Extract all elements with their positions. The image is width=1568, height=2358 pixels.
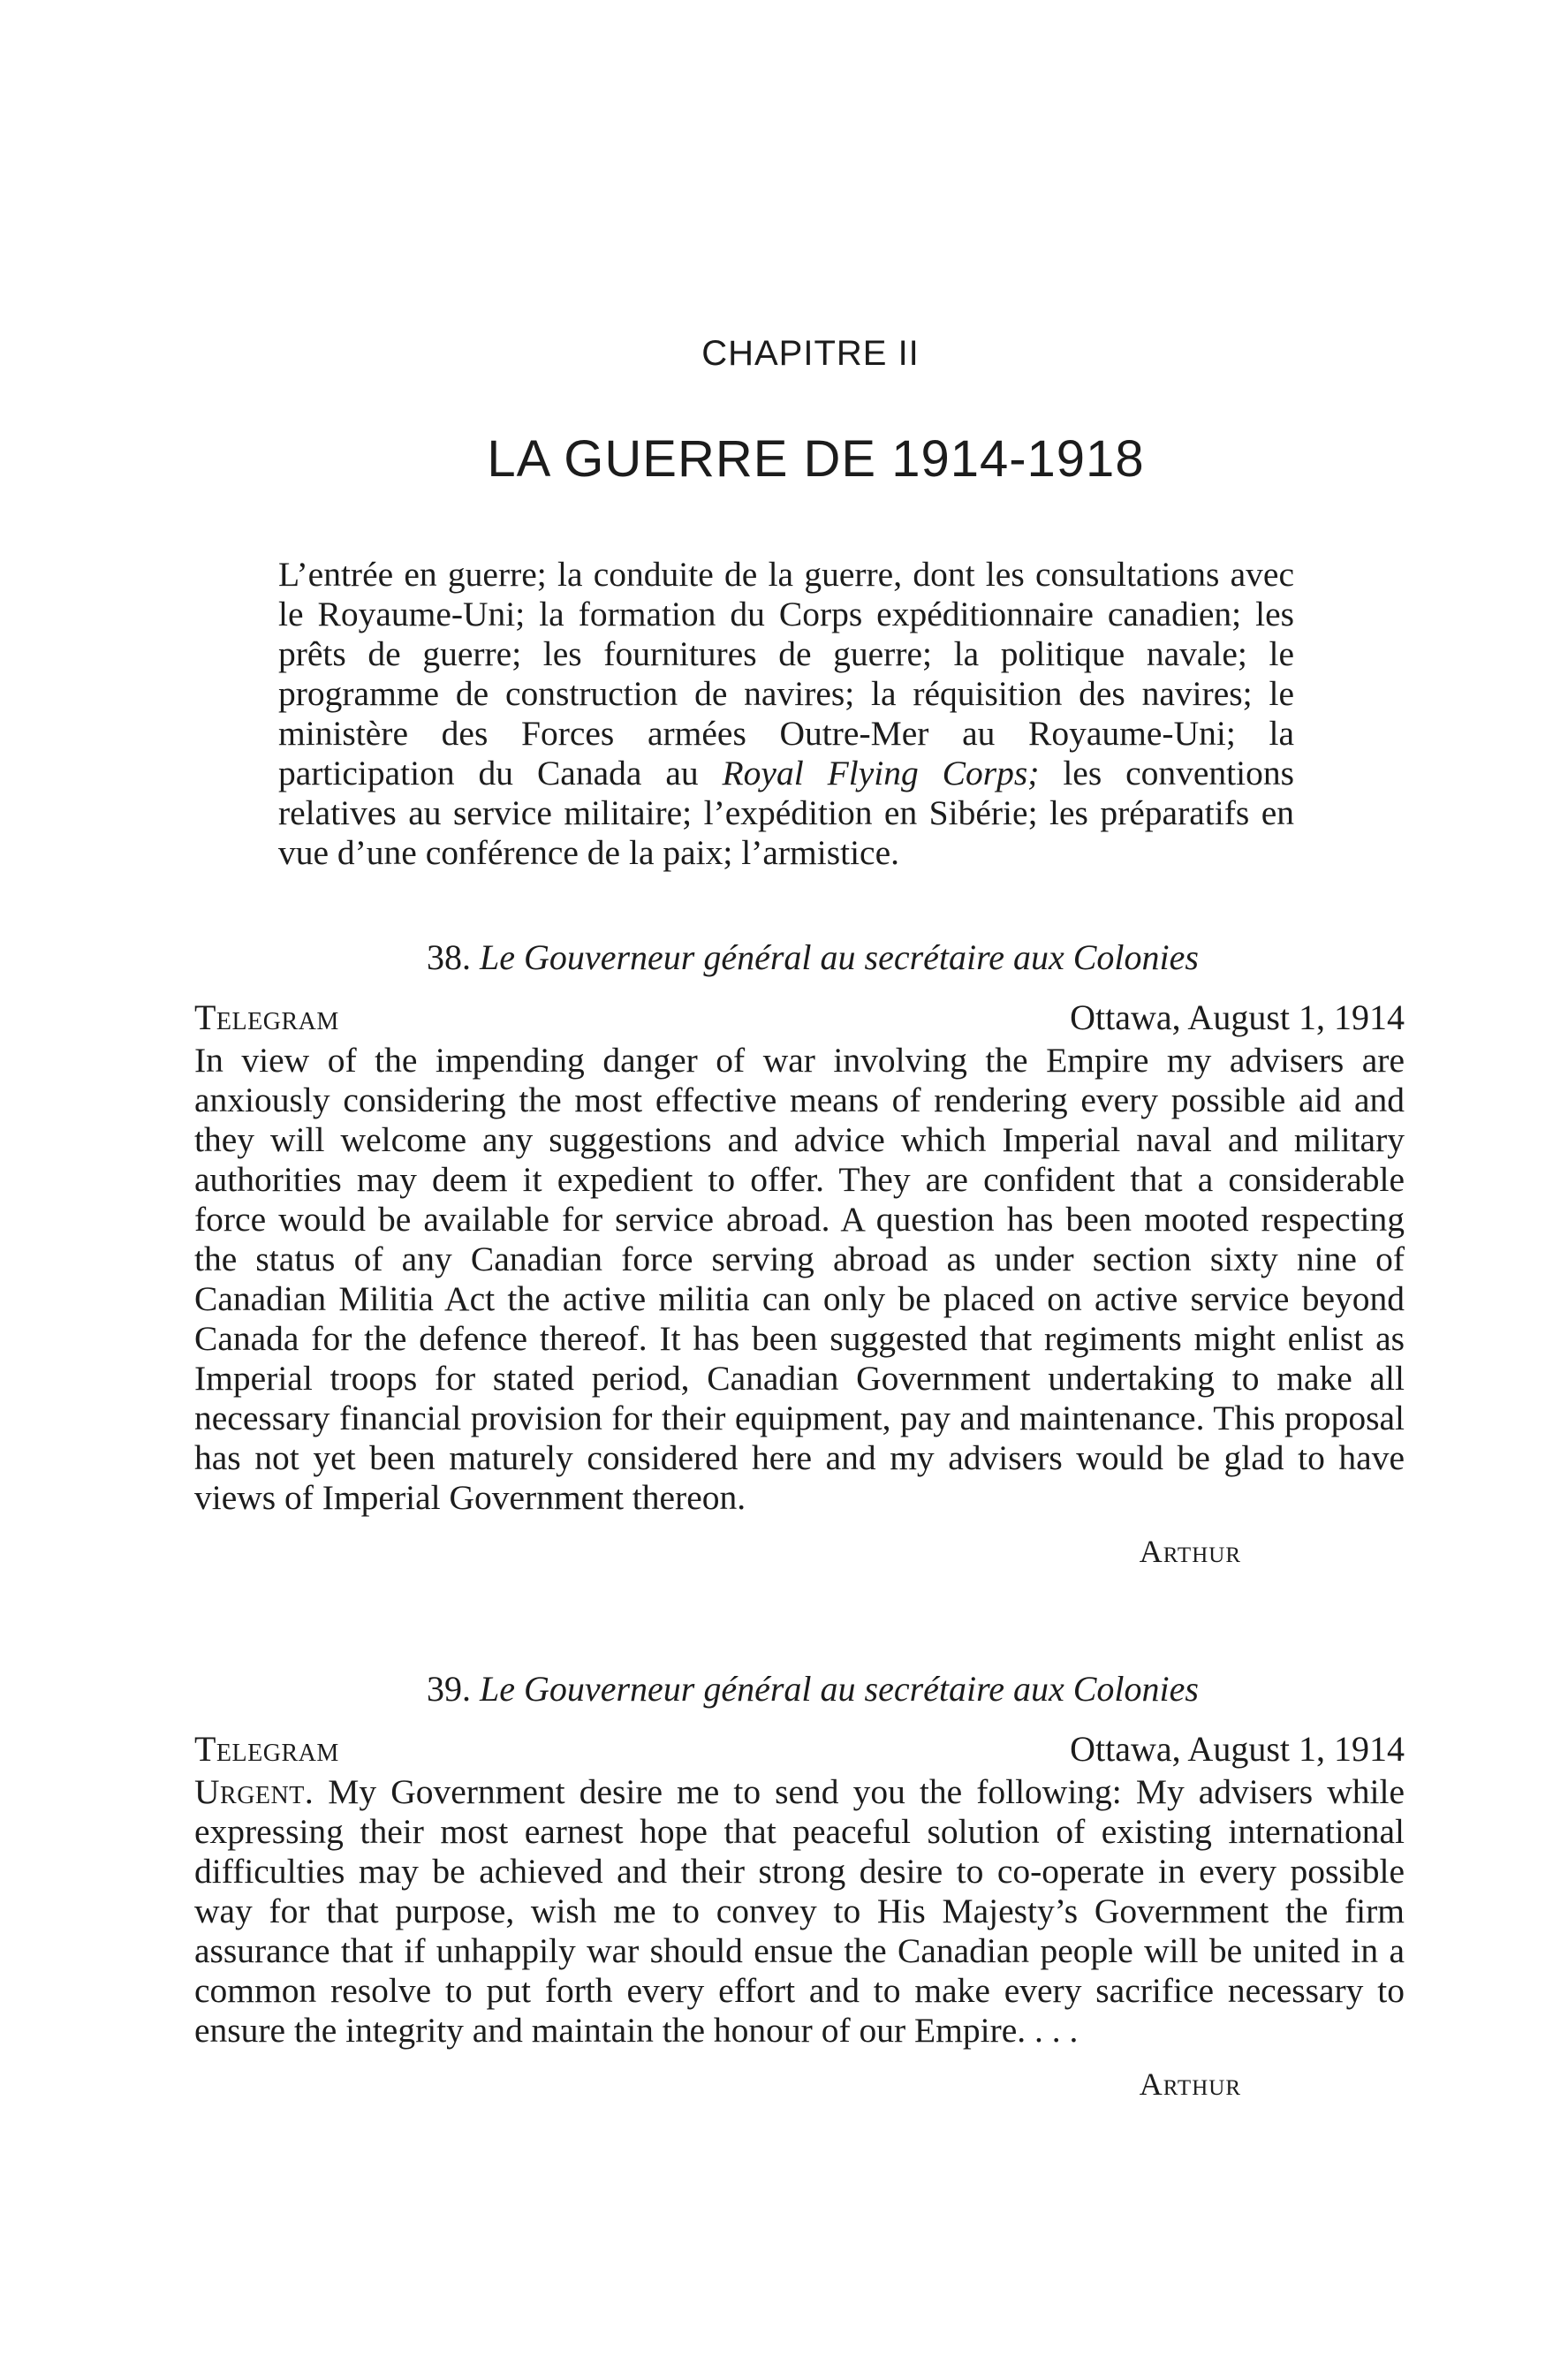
document-number: 39.: [427, 1669, 472, 1709]
document-number: 38.: [427, 937, 472, 977]
summary-italic-term: Royal Flying Corps;: [722, 754, 1040, 792]
document-title: Le Gouverneur général au secrétaire aux Colonies: [480, 1669, 1199, 1709]
document-body-text: In view of the impending danger of war involving the Empire my advisers are anxiously considering the most effective means of rendering every possible aid and they will welcome any suggestions and advice which Imperial naval and military authorities may deem it expedient to offer. They are confident that a considerable force would be available for service abroad. A question has been mooted respecting the status of any Canadian force serving abroad as under section sixty nine of Canadian Militia Act the active militia can only be placed on active service beyond Canada for the defence thereof. It has been suggested that regiments might enlist as Imperial troops for stated period, Canadian Government undertaking to make all necessary financial provision for their equipment, pay and maintenance. This proposal has not yet been maturely considered here and my advisers would be glad to have views of Imperial Government thereon.: [194, 1041, 1405, 1517]
summary-text-part1: L’entrée en guerre; la conduite de la guerre, dont les consultations avec le Royaume-Uni; la formation du Corps expéditionnaire canadien; les prêts de guerre; les fournitures de guerre; la politique navale; le programme de construction de navires; la réquisition des navires; le ministère des Forces armées Outre-Mer au Royaume-Uni; la participation du Canada au: [278, 555, 1294, 792]
document-body: [194, 1041, 1405, 1518]
document-signature: Arthur: [1139, 1534, 1241, 1569]
document-type: Telegram: [194, 1729, 339, 1769]
document-body: [194, 1772, 1405, 2051]
document-heading: [221, 1668, 1405, 1710]
chapter-title: LA GUERRE DE 1914-1918: [487, 430, 1145, 488]
chapter-summary: [278, 555, 1294, 873]
document-signature: Arthur: [1139, 2066, 1241, 2102]
document-title: Le Gouverneur général au secrétaire aux Colonies: [480, 937, 1199, 977]
document-body-text: My Government desire me to send you the following: My advisers while expressing their most earnest hope that peaceful solution of existing international difficulties may be achieved and their strong desire to co-operate in every possible way for that purpose, wish me to convey to His Majesty’s Government the firm assurance that if unhappily war should ensue the Canadian people will be united in a common resolve to put forth every effort and to make every sacrifice necessary to ensure the integrity and maintain the honour of our Empire. . . .: [194, 1772, 1405, 2050]
document-meta: [194, 997, 1405, 1039]
document-heading: [221, 936, 1405, 979]
document-meta: [194, 1728, 1405, 1770]
document-38: [194, 936, 1405, 1573]
document-lead-word: Urgent.: [194, 1772, 314, 1811]
summary-text-part2: les conventions relatives au service militaire; l’expédition en Sibérie; les préparatifs en vue d’une conférence de la paix; l’armistice.: [278, 754, 1294, 872]
document-39: [194, 1668, 1405, 2105]
document-place-date: Ottawa, August 1, 1914: [1070, 1729, 1405, 1769]
document-type: Telegram: [194, 997, 339, 1037]
chapter-label: CHAPITRE II: [701, 334, 920, 373]
document-place-date: Ottawa, August 1, 1914: [1070, 997, 1405, 1037]
